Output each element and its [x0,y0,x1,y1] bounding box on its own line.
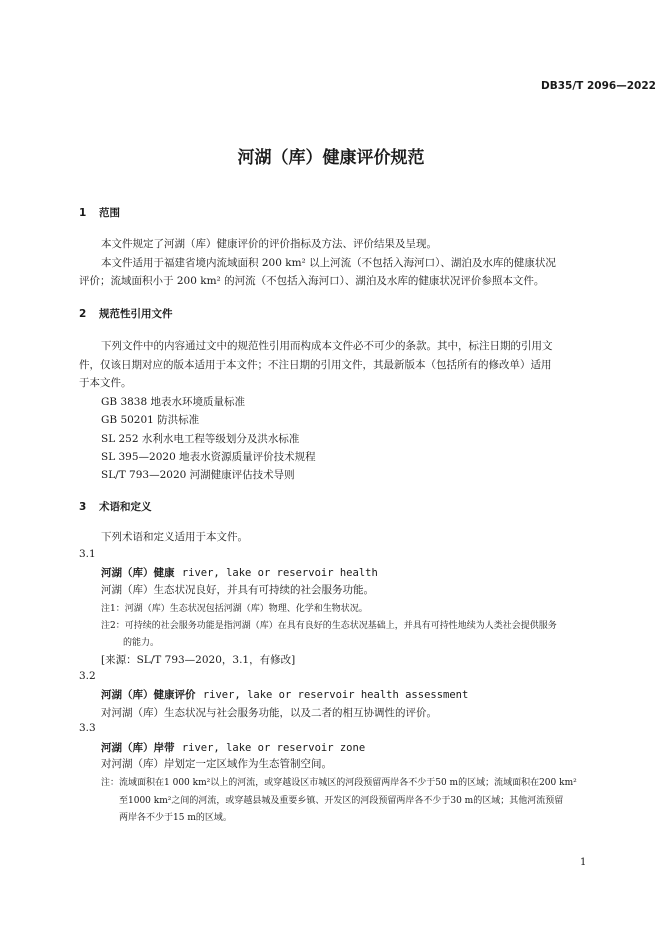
term-title [101,740,365,755]
section-title: 规范性引用文件 [99,308,173,320]
reference-item: SL 252 水利水电工程等级划分及洪水标准 [101,433,300,445]
reference-item: GB 3838 地表水环境质量标准 [101,396,246,408]
term-chinese: 河湖（库）健康 [101,567,175,579]
section-1-heading [79,205,120,220]
note-continuation: 的能力。 [123,638,160,648]
term-chinese: 河湖（库）岸带 [101,742,175,754]
note: 注1：河湖（库）生态状况包括河湖（库）物理、化学和生物状况。 [101,604,368,614]
standard-number: DB35/T 2096—2022 [541,80,656,92]
term-number: 3.1 [79,548,96,560]
reference-item: SL 395—2020 地表水资源质量评价技术规程 [101,451,316,463]
section-title: 术语和定义 [99,501,152,513]
note-continuation: 至1000 km²之间的河流，或穿越县城及重要乡镇、开发区的河段预留两岸各不少于30 m的区域；其他河流预留 [119,796,564,806]
term-english: river, lake or reservoir zone [181,742,366,754]
page-number: 1 [580,857,587,868]
term-number: 3.3 [79,722,96,734]
document-title: 河湖（库）健康评价规范 [237,148,425,168]
paragraph: 本文件适用于福建省境内流域面积 200 km² 以上河流（不包括入海河口）、湖泊及水库的健康状况 [101,257,556,269]
note-continuation: 两岸各不少于15 m的区域。 [119,813,232,823]
reference-item: SL/T 793—2020 河湖健康评估技术导则 [101,469,295,481]
term-english: river, lake or reservoir health assessment [202,689,469,701]
paragraph: 本文件规定了河湖（库）健康评价的评价指标及方法、评价结果及呈现。 [101,238,437,250]
term-number: 3.2 [79,670,96,682]
term-definition: 对河湖（库）生态状况与社会服务功能，以及二者的相互协调性的评价。 [101,707,437,719]
term-title [101,565,378,580]
note: 注：流域面积在1 000 km²以上的河流，或穿越设区市城区的河段预留两岸各不少于50 m的区域；流域面积在200 km² [101,778,577,788]
paragraph: 评价；流域面积小于 200 km² 的河流（不包括入海河口）、湖泊及水库的健康状况评价参照本文件。 [79,275,545,287]
section-title: 范围 [99,207,120,219]
note: 注2：可持续的社会服务功能是指河湖（库）在具有良好的生态状况基础上，并具有可持性地续为人类社会提供服务 [101,621,557,631]
paragraph: 下列文件中的内容通过文中的规范性引用而构成本文件必不可少的条款。其中，标注日期的引用文 [101,340,553,352]
section-3-heading [79,499,152,514]
term-english: river, lake or reservoir health [181,567,378,579]
reference-item: GB 50201 防洪标准 [101,414,200,426]
paragraph: 下列术语和定义适用于本文件。 [101,531,248,543]
term-definition: 对河湖（库）岸划定一定区域作为生态管制空间。 [101,758,332,770]
paragraph: 件，仅该日期对应的版本适用于本文件；不注日期的引用文件，其最新版本（包括所有的修改单）适用 [79,359,552,371]
term-source: [来源：SL/T 793—2020，3.1，有修改] [101,654,296,666]
term-definition: 河湖（库）生态状况良好，并具有可持续的社会服务功能。 [101,584,374,596]
section-number: 2 [79,308,87,320]
section-number: 3 [79,501,87,513]
section-2-heading [79,306,173,321]
term-title [101,687,468,702]
paragraph: 于本文件。 [79,377,132,389]
term-chinese: 河湖（库）健康评价 [101,689,196,701]
section-number: 1 [79,207,87,219]
